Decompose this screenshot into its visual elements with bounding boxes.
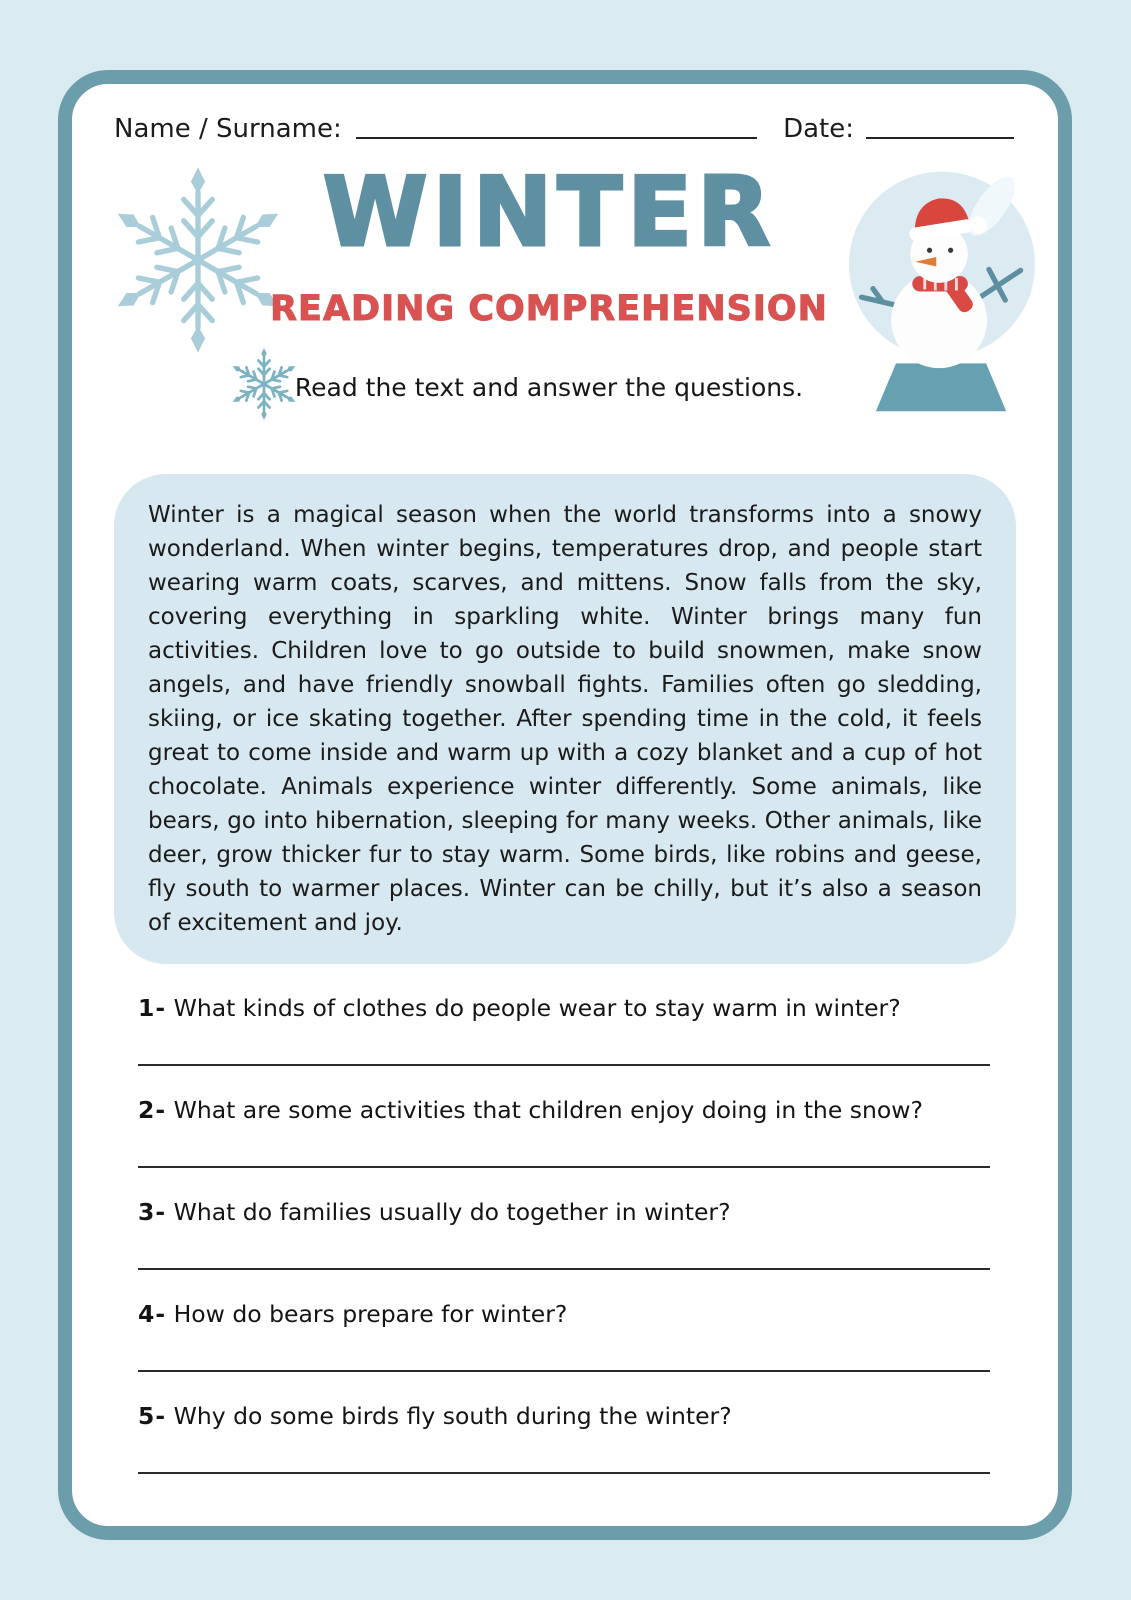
date-label: Date: [783,114,854,144]
globe-base [876,363,1006,411]
answer-line-3[interactable] [138,1268,990,1270]
question-item-1 [138,994,990,1066]
question-item-2 [138,1096,990,1168]
worksheet-instruction: Read the text and answer the questions. [294,373,804,402]
questions-section [138,994,990,1474]
reading-passage: Winter is a magical season when the world transforms into a snowy wonderland. When winter begins, temperatures drop, and people start wearing warm coats, scarves, and mittens. Snow falls from the sky, covering everything in sparkling white. Winter brings many fun activities. Children love to go outside to build snowmen, make snow angels, and have friendly snowball fights. Families often go sledding, skiing, or ice skating together. After spending time in the cold, it feels great to come inside and warm up with a cozy blanket and a cup of hot chocolate. Animals experience winter differently. Some animals, like bears, go into hibernation, sleeping for many weeks. Other animals, like deer, grow thicker fur to stay warm. Some birds, like robins and geese, fly south to warmer places. Winter can be chilly, but it’s also a season of excitement and joy. [114,474,1016,964]
question-text: 1- What kinds of clothes do people wear to stay warm in winter? [138,994,901,1022]
question-number: 2- [138,1096,167,1124]
question-text: 5- Why do some birds fly south during the winter? [138,1402,732,1430]
answer-line-5[interactable] [138,1472,990,1474]
hero-section [114,154,1016,454]
question-number: 1- [138,994,167,1022]
answer-line-1[interactable] [138,1064,990,1066]
worksheet-title: WINTER [322,158,776,268]
question-text: 2- What are some activities that children enjoy doing in the snow? [138,1096,923,1124]
name-write-line[interactable] [356,137,757,139]
question-item-3 [138,1198,990,1270]
name-label: Name / Surname: [114,114,342,144]
question-text: 4- How do bears prepare for winter? [138,1300,568,1328]
question-number: 4- [138,1300,167,1328]
worksheet-card [58,70,1072,1540]
question-text: 3- What do families usually do together in winter? [138,1198,731,1226]
answer-line-2[interactable] [138,1166,990,1168]
question-number: 5- [138,1402,167,1430]
question-number: 3- [138,1198,167,1226]
snow-globe-icon [846,164,1038,418]
question-item-5 [138,1402,990,1474]
title-block [239,158,859,402]
header-row [114,114,1016,144]
date-write-line[interactable] [866,137,1014,139]
answer-line-4[interactable] [138,1370,990,1372]
question-item-4 [138,1300,990,1372]
worksheet-subtitle: READING COMPREHENSION [270,289,828,329]
